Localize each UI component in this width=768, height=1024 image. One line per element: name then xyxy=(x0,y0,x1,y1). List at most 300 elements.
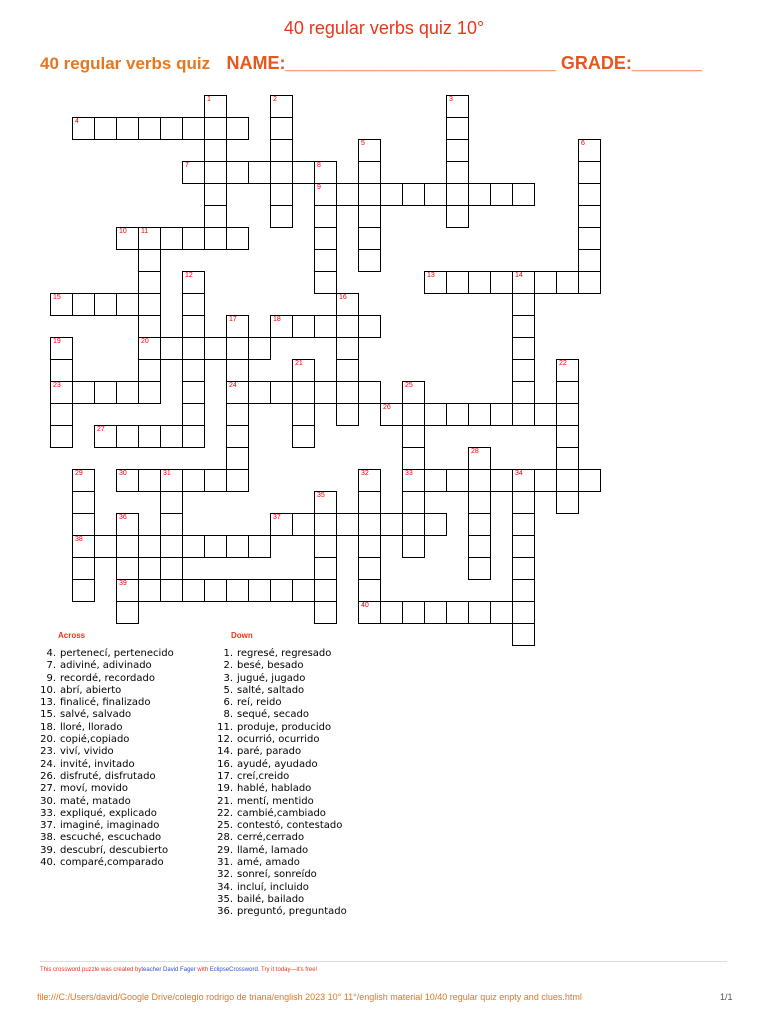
crossword-cell[interactable] xyxy=(446,139,469,162)
crossword-cell[interactable] xyxy=(314,557,337,580)
crossword-cell[interactable] xyxy=(314,315,337,338)
clue-text: amé, amado xyxy=(237,857,300,869)
down-clue xyxy=(207,648,347,660)
clue-num: 28. xyxy=(217,832,233,844)
crossword-cell[interactable] xyxy=(72,535,95,558)
crossword-cell[interactable] xyxy=(138,315,161,338)
clue-text: incluí, incluido xyxy=(237,881,309,893)
crossword-cell[interactable] xyxy=(182,293,205,316)
crossword-cell[interactable] xyxy=(556,447,579,470)
crossword-cell[interactable] xyxy=(292,359,315,382)
crossword-cell[interactable] xyxy=(578,469,601,492)
crossword-cell[interactable] xyxy=(270,513,293,536)
crossword-cell[interactable] xyxy=(468,535,491,558)
crossword-cell[interactable] xyxy=(116,557,139,580)
crossword-cell[interactable] xyxy=(578,271,601,294)
crossword-cell[interactable] xyxy=(226,227,249,250)
crossword-cell[interactable] xyxy=(116,227,139,250)
down-clue xyxy=(207,759,347,771)
clue-number: 32 xyxy=(361,470,369,477)
crossword-cell[interactable] xyxy=(50,381,73,404)
crossword-cell[interactable] xyxy=(72,513,95,536)
crossword-cell[interactable] xyxy=(182,315,205,338)
crossword-cell[interactable] xyxy=(248,381,271,404)
clue-num: 38. xyxy=(40,832,56,844)
crossword-cell[interactable] xyxy=(226,535,249,558)
crossword-cell[interactable] xyxy=(512,491,535,514)
clue-text: pertenecí, pertenecido xyxy=(60,648,174,659)
clue-num: 29. xyxy=(217,844,233,856)
crossword-cell[interactable] xyxy=(138,381,161,404)
clue-number: 14 xyxy=(515,272,523,279)
clue-text: ayudé, ayudado xyxy=(237,758,318,770)
crossword-cell[interactable] xyxy=(424,403,447,426)
crossword-cell[interactable] xyxy=(226,315,249,338)
crossword-cell[interactable] xyxy=(512,579,535,602)
crossword-cell[interactable] xyxy=(116,579,139,602)
crossword-cell[interactable] xyxy=(204,469,227,492)
crossword-cell[interactable] xyxy=(116,601,139,624)
crossword-cell[interactable] xyxy=(204,139,227,162)
crossword-cell[interactable] xyxy=(358,579,381,602)
crossword-cell[interactable] xyxy=(402,381,425,404)
crossword-cell[interactable] xyxy=(446,161,469,184)
crossword-cell[interactable] xyxy=(182,469,205,492)
crossword-cell[interactable] xyxy=(204,205,227,228)
clue-text: recordé, recordado xyxy=(60,672,155,684)
crossword-cell[interactable] xyxy=(556,381,579,404)
crossword-cell[interactable] xyxy=(336,513,359,536)
crossword-cell[interactable] xyxy=(336,315,359,338)
crossword-cell[interactable] xyxy=(72,117,95,140)
crossword-cell[interactable] xyxy=(424,601,447,624)
clue-num: 9. xyxy=(46,672,56,684)
crossword-cell[interactable] xyxy=(292,161,315,184)
crossword-cell[interactable] xyxy=(578,205,601,228)
crossword-cell[interactable] xyxy=(204,183,227,206)
crossword-cell[interactable] xyxy=(160,425,183,448)
crossword-cell[interactable] xyxy=(72,469,95,492)
crossword-cell[interactable] xyxy=(160,579,183,602)
crossword-cell[interactable] xyxy=(116,513,139,536)
crossword-cell[interactable] xyxy=(226,579,249,602)
crossword-cell[interactable] xyxy=(270,95,293,118)
crossword-cell[interactable] xyxy=(94,381,117,404)
crossword-cell[interactable] xyxy=(182,271,205,294)
crossword-cell[interactable] xyxy=(94,425,117,448)
crossword-cell[interactable] xyxy=(358,513,381,536)
crossword-cell[interactable] xyxy=(358,381,381,404)
clue-number: 18 xyxy=(273,316,281,323)
crossword-cell[interactable] xyxy=(138,227,161,250)
crossword-cell[interactable] xyxy=(512,271,535,294)
across-clue xyxy=(30,796,174,808)
crossword-cell[interactable] xyxy=(358,139,381,162)
crossword-cell[interactable] xyxy=(556,425,579,448)
crossword-cell[interactable] xyxy=(314,161,337,184)
clue-text: mentí, mentido xyxy=(237,795,314,807)
crossword-cell[interactable] xyxy=(358,183,381,206)
clue-text: salvé, salvado xyxy=(60,709,132,721)
crossword-cell[interactable] xyxy=(116,425,139,448)
crossword-cell[interactable] xyxy=(248,337,271,360)
credit-prefix: This crossword puzzle was created by xyxy=(40,967,142,973)
crossword-cell[interactable] xyxy=(534,469,557,492)
crossword-cell[interactable] xyxy=(424,183,447,206)
crossword-cell[interactable] xyxy=(116,535,139,558)
crossword-cell[interactable] xyxy=(270,117,293,140)
clue-num: 39. xyxy=(40,844,56,856)
crossword-cell[interactable] xyxy=(292,315,315,338)
clue-text: adiviné, adivinado xyxy=(60,660,152,672)
clue-number: 36 xyxy=(119,514,127,521)
crossword-cell[interactable] xyxy=(402,491,425,514)
crossword-cell[interactable] xyxy=(578,249,601,272)
crossword-cell[interactable] xyxy=(226,425,249,448)
crossword-cell[interactable] xyxy=(490,403,513,426)
clue-number: 31 xyxy=(163,470,171,477)
crossword-cell[interactable] xyxy=(446,117,469,140)
clue-num: 12. xyxy=(217,734,233,746)
crossword-cell[interactable] xyxy=(160,117,183,140)
crossword-cell[interactable] xyxy=(72,579,95,602)
crossword-cell[interactable] xyxy=(292,403,315,426)
clue-num: 30. xyxy=(40,795,56,807)
down-clue xyxy=(207,722,347,734)
clue-number: 26 xyxy=(383,404,391,411)
clue-number: 12 xyxy=(185,272,193,279)
across-clue-list xyxy=(30,648,174,869)
crossword-cell[interactable] xyxy=(248,535,271,558)
crossword-cell[interactable] xyxy=(490,469,513,492)
crossword-cell[interactable] xyxy=(292,579,315,602)
crossword-cell[interactable] xyxy=(314,249,337,272)
crossword-cell[interactable] xyxy=(160,513,183,536)
crossword-cell[interactable] xyxy=(270,183,293,206)
crossword-cell[interactable] xyxy=(358,557,381,580)
crossword-cell[interactable] xyxy=(380,403,403,426)
crossword-cell[interactable] xyxy=(160,491,183,514)
crossword-cell[interactable] xyxy=(358,535,381,558)
crossword-cell[interactable] xyxy=(402,447,425,470)
crossword-cell[interactable] xyxy=(512,183,535,206)
clue-num: 7. xyxy=(46,660,56,672)
crossword-cell[interactable] xyxy=(182,381,205,404)
crossword-cell[interactable] xyxy=(182,227,205,250)
crossword-cell[interactable] xyxy=(336,183,359,206)
crossword-cell[interactable] xyxy=(50,425,73,448)
credit-suffix: . Try it today—it's free! xyxy=(257,967,318,973)
crossword-cell[interactable] xyxy=(226,469,249,492)
crossword-cell[interactable] xyxy=(402,403,425,426)
crossword-cell[interactable] xyxy=(116,469,139,492)
crossword-cell[interactable] xyxy=(160,469,183,492)
crossword-cell[interactable] xyxy=(512,623,535,646)
crossword-cell[interactable] xyxy=(556,359,579,382)
crossword-cell[interactable] xyxy=(138,425,161,448)
crossword-cell[interactable] xyxy=(314,535,337,558)
crossword-cell[interactable] xyxy=(358,601,381,624)
clue-text: sonreí, sonreído xyxy=(237,869,317,881)
crossword-cell[interactable] xyxy=(402,469,425,492)
across-clue xyxy=(30,660,174,672)
crossword-cell[interactable] xyxy=(204,535,227,558)
crossword-cell[interactable] xyxy=(358,227,381,250)
clue-num: 40. xyxy=(40,857,56,869)
crossword-cell[interactable] xyxy=(446,183,469,206)
crossword-cell[interactable] xyxy=(226,447,249,470)
clue-number: 28 xyxy=(471,448,479,455)
down-clue xyxy=(207,832,347,844)
crossword-cell[interactable] xyxy=(512,469,535,492)
crossword-cell[interactable] xyxy=(424,513,447,536)
crossword-cell[interactable] xyxy=(182,425,205,448)
crossword-cell[interactable] xyxy=(446,271,469,294)
crossword-cell[interactable] xyxy=(138,117,161,140)
crossword-cell[interactable] xyxy=(204,227,227,250)
crossword-cell[interactable] xyxy=(380,183,403,206)
crossword-cell[interactable] xyxy=(512,293,535,316)
crossword-cell[interactable] xyxy=(512,381,535,404)
crossword-cell[interactable] xyxy=(138,579,161,602)
crossword-cell[interactable] xyxy=(160,227,183,250)
crossword-cell[interactable] xyxy=(94,535,117,558)
crossword-cell[interactable] xyxy=(270,205,293,228)
crossword-cell[interactable] xyxy=(182,337,205,360)
crossword-cell[interactable] xyxy=(204,117,227,140)
crossword-cell[interactable] xyxy=(160,337,183,360)
crossword-cell[interactable] xyxy=(512,315,535,338)
crossword-cell[interactable] xyxy=(446,205,469,228)
crossword-cell[interactable] xyxy=(204,337,227,360)
crossword-cell[interactable] xyxy=(336,359,359,382)
crossword-cell[interactable] xyxy=(358,205,381,228)
crossword-cell[interactable] xyxy=(446,95,469,118)
crossword-cell[interactable] xyxy=(314,579,337,602)
crossword-cell[interactable] xyxy=(578,139,601,162)
down-clue xyxy=(207,783,347,795)
clue-text: paré, parado xyxy=(237,746,302,758)
crossword-cell[interactable] xyxy=(226,403,249,426)
crossword-cell[interactable] xyxy=(94,293,117,316)
crossword-cell[interactable] xyxy=(446,403,469,426)
crossword-cell[interactable] xyxy=(358,161,381,184)
crossword-cell[interactable] xyxy=(336,381,359,404)
crossword-cell[interactable] xyxy=(578,161,601,184)
crossword-cell[interactable] xyxy=(50,337,73,360)
crossword-cell[interactable] xyxy=(534,271,557,294)
crossword-cell[interactable] xyxy=(138,535,161,558)
crossword-cell[interactable] xyxy=(468,513,491,536)
clue-text: moví, movido xyxy=(60,783,128,795)
crossword-cell[interactable] xyxy=(534,403,557,426)
crossword-cell[interactable] xyxy=(292,381,315,404)
crossword-cell[interactable] xyxy=(468,271,491,294)
crossword-cell[interactable] xyxy=(314,601,337,624)
clue-number: 11 xyxy=(141,228,149,235)
across-clue xyxy=(30,746,174,758)
crossword-cell[interactable] xyxy=(50,293,73,316)
crossword-cell[interactable] xyxy=(72,491,95,514)
crossword-cell[interactable] xyxy=(314,513,337,536)
crossword-cell[interactable] xyxy=(182,579,205,602)
crossword-cell[interactable] xyxy=(292,513,315,536)
crossword-cell[interactable] xyxy=(182,535,205,558)
crossword-cell[interactable] xyxy=(446,601,469,624)
crossword-cell[interactable] xyxy=(314,271,337,294)
crossword-cell[interactable] xyxy=(116,117,139,140)
crossword-cell[interactable] xyxy=(556,271,579,294)
crossword-cell[interactable] xyxy=(50,403,73,426)
crossword-cell[interactable] xyxy=(182,117,205,140)
crossword-cell[interactable] xyxy=(160,535,183,558)
crossword-cell[interactable] xyxy=(490,601,513,624)
crossword-cell[interactable] xyxy=(50,359,73,382)
crossword-cell[interactable] xyxy=(446,469,469,492)
clue-text: cerré,cerrado xyxy=(237,832,305,844)
crossword-cell[interactable] xyxy=(72,381,95,404)
clue-number: 37 xyxy=(273,514,281,521)
crossword-cell[interactable] xyxy=(512,337,535,360)
crossword-cell[interactable] xyxy=(138,359,161,382)
clue-text: invité, invitado xyxy=(60,758,135,770)
crossword-cell[interactable] xyxy=(270,381,293,404)
crossword-cell[interactable] xyxy=(138,249,161,272)
crossword-cell[interactable] xyxy=(512,359,535,382)
crossword-cell[interactable] xyxy=(512,557,535,580)
crossword-cell[interactable] xyxy=(490,271,513,294)
crossword-cell[interactable] xyxy=(72,293,95,316)
file-path: file:///C:/Users/david/Google Drive/colegio rodrigo de triana/english 2023 10° 11°/english material 10/40 regular quiz enpty and clues.html xyxy=(37,992,582,1002)
crossword-cell[interactable] xyxy=(556,491,579,514)
crossword-cell[interactable] xyxy=(270,579,293,602)
clue-text: comparé,comparado xyxy=(60,857,164,869)
crossword-cell[interactable] xyxy=(358,249,381,272)
crossword-cell[interactable] xyxy=(270,315,293,338)
clue-num: 33. xyxy=(40,807,56,819)
crossword-cell[interactable] xyxy=(314,183,337,206)
crossword-cell[interactable] xyxy=(402,183,425,206)
crossword-cell[interactable] xyxy=(512,403,535,426)
crossword-cell[interactable] xyxy=(116,381,139,404)
crossword-cell[interactable] xyxy=(358,469,381,492)
crossword-cell[interactable] xyxy=(138,469,161,492)
crossword-cell[interactable] xyxy=(138,293,161,316)
crossword-cell[interactable] xyxy=(424,271,447,294)
clue-number: 2 xyxy=(273,96,277,103)
down-clue xyxy=(207,746,347,758)
crossword-cell[interactable] xyxy=(248,161,271,184)
crossword-cell[interactable] xyxy=(116,293,139,316)
crossword-cell[interactable] xyxy=(314,227,337,250)
crossword-cell[interactable] xyxy=(380,601,403,624)
crossword-cell[interactable] xyxy=(468,491,491,514)
down-clue xyxy=(207,697,347,709)
credit-tool-link[interactable]: EclipseCrossword xyxy=(209,967,258,973)
crossword-cell[interactable] xyxy=(424,469,447,492)
clue-number: 30 xyxy=(119,470,127,477)
crossword-cell[interactable] xyxy=(578,227,601,250)
clue-number: 20 xyxy=(141,338,149,345)
crossword-cell[interactable] xyxy=(402,425,425,448)
crossword-cell[interactable] xyxy=(182,403,205,426)
crossword-cell[interactable] xyxy=(72,557,95,580)
crossword-cell[interactable] xyxy=(314,491,337,514)
crossword-cell[interactable] xyxy=(182,161,205,184)
clue-text: besé, besado xyxy=(237,660,304,672)
crossword-cell[interactable] xyxy=(336,403,359,426)
crossword-cell[interactable] xyxy=(402,535,425,558)
clue-number: 6 xyxy=(581,140,585,147)
clue-text: llamé, lamado xyxy=(237,844,309,856)
crossword-cell[interactable] xyxy=(138,271,161,294)
crossword-cell[interactable] xyxy=(138,337,161,360)
credit-author-link[interactable]: teacher David Fager xyxy=(141,967,196,973)
crossword-cell[interactable] xyxy=(512,535,535,558)
clue-text: abrí, abierto xyxy=(60,684,122,696)
crossword-cell[interactable] xyxy=(270,139,293,162)
clue-text: viví, vivido xyxy=(60,746,114,758)
down-clue xyxy=(207,869,347,881)
clue-num: 36. xyxy=(217,906,233,918)
clue-number: 23 xyxy=(53,382,61,389)
crossword-cell[interactable] xyxy=(578,183,601,206)
crossword-cell[interactable] xyxy=(556,403,579,426)
crossword-cell[interactable] xyxy=(94,117,117,140)
crossword-cell[interactable] xyxy=(468,403,491,426)
crossword-cell[interactable] xyxy=(468,447,491,470)
across-clue xyxy=(30,808,174,820)
down-clue xyxy=(207,808,347,820)
crossword-cell[interactable] xyxy=(402,601,425,624)
crossword-cell[interactable] xyxy=(512,513,535,536)
down-clue xyxy=(207,882,347,894)
crossword-cell[interactable] xyxy=(226,359,249,382)
crossword-cell[interactable] xyxy=(402,513,425,536)
crossword-cell[interactable] xyxy=(226,161,249,184)
crossword-cell[interactable] xyxy=(468,557,491,580)
crossword-cell[interactable] xyxy=(248,579,271,602)
crossword-cell[interactable] xyxy=(226,381,249,404)
crossword-cell[interactable] xyxy=(468,183,491,206)
crossword-cell[interactable] xyxy=(512,601,535,624)
clue-text: expliqué, explicado xyxy=(60,807,157,819)
crossword-cell[interactable] xyxy=(556,469,579,492)
crossword-cell[interactable] xyxy=(292,425,315,448)
crossword-cell[interactable] xyxy=(226,117,249,140)
crossword-cell[interactable] xyxy=(380,513,403,536)
crossword-cell[interactable] xyxy=(336,293,359,316)
crossword-cell[interactable] xyxy=(468,601,491,624)
crossword-cell[interactable] xyxy=(314,381,337,404)
crossword-cell[interactable] xyxy=(358,315,381,338)
clue-number: 13 xyxy=(427,272,435,279)
crossword-cell[interactable] xyxy=(182,359,205,382)
crossword-cell[interactable] xyxy=(314,205,337,228)
crossword-cell[interactable] xyxy=(490,183,513,206)
crossword-cell[interactable] xyxy=(204,579,227,602)
crossword-cell[interactable] xyxy=(270,161,293,184)
crossword-cell[interactable] xyxy=(336,337,359,360)
crossword-cell[interactable] xyxy=(160,557,183,580)
crossword-cell[interactable] xyxy=(226,337,249,360)
crossword-cell[interactable] xyxy=(204,95,227,118)
crossword-cell[interactable] xyxy=(358,491,381,514)
clue-text: bailé, bailado xyxy=(237,893,305,905)
clue-number: 8 xyxy=(317,162,321,169)
crossword-cell[interactable] xyxy=(204,161,227,184)
crossword-cell[interactable] xyxy=(468,469,491,492)
